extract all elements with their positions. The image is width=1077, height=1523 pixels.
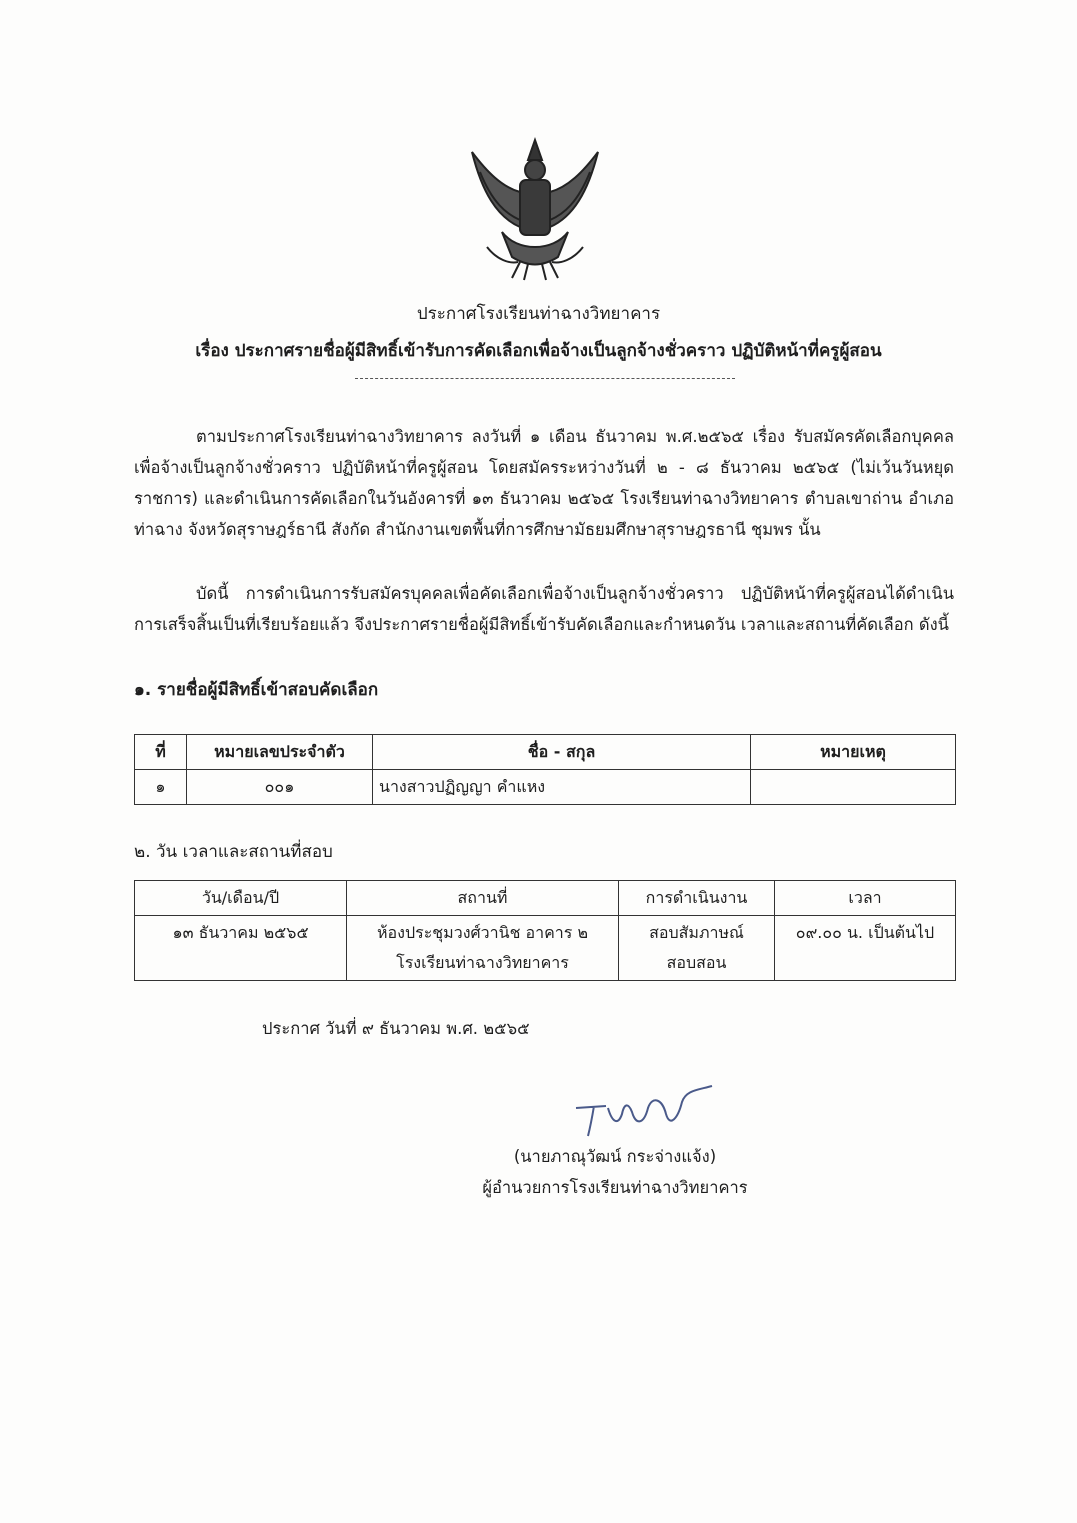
col-header-time: เวลา — [775, 881, 956, 916]
cell-no: ๑ — [135, 770, 187, 805]
cell-place — [347, 916, 619, 981]
cell-time: ๐๙.๐๐ น. เป็นต้นไป — [775, 916, 956, 981]
candidate-table — [134, 734, 956, 805]
announcement-subject: เรื่อง ประกาศรายชื่อผู้มีสิทธิ์เข้ารับการคัดเลือกเพื่อจ้างเป็นลูกจ้างชั่วคราว ปฏิบัติหน้าที่ครูผู้สอน — [195, 341, 882, 361]
signer-position: ผู้อำนวยการโรงเรียนท่าฉางวิทยาคาร — [482, 1178, 748, 1197]
cell-id: ๐๐๑ — [187, 770, 373, 805]
garuda-emblem-icon — [462, 132, 608, 282]
col-header-date: วัน/เดือน/ปี — [135, 881, 347, 916]
col-header-place: สถานที่ — [347, 881, 619, 916]
divider — [355, 378, 735, 379]
table-header-row — [135, 881, 956, 916]
paragraph-intro — [134, 421, 954, 545]
col-header-note: หมายเหตุ — [751, 735, 956, 770]
handwritten-signature-icon — [566, 1078, 716, 1138]
announcement-title: ประกาศโรงเรียนท่าฉางวิทยาคาร — [416, 304, 661, 324]
cell-note — [751, 770, 956, 805]
task-line1: สอบสัมภาษณ์ — [649, 923, 744, 942]
paragraph-intro-text: ตามประกาศโรงเรียนท่าฉางวิทยาคาร ลงวันที่ ๑ เดือน ธันวาคม พ.ศ.๒๕๖๕ เรื่อง รับสมัครคัดเลือกบุคคลเพื่อจ้างเป็นลูกจ้างชั่วคราว ปฏิบัติหน้าที่ครูผู้สอน โดยสมัครระหว่างวันที่ ๒ - ๘ ธันวาคม ๒๕๖๕ (ไม่เว้นวันหยุดราชการ) และดำเนินการคัดเลือกในวันอังคารที่ ๑๓ ธันวาคม ๒๕๖๕ โรงเรียนท่าฉางวิทยาคาร ตำบลเขาถ่าน อำเภอท่าฉาง จังหวัดสุราษฎร์ธานี สังกัด สำนักงานเขตพื้นที่การศึกษามัธยมศึกษาสุราษฎรธานี ชุมพร นั้น — [134, 427, 954, 539]
schedule-table — [134, 880, 956, 981]
place-line1: ห้องประชุมวงศ์วานิช อาคาร ๒ — [376, 923, 589, 942]
table-header-row — [135, 735, 956, 770]
section2-heading: ๒. วัน เวลาและสถานที่สอบ — [134, 842, 333, 862]
cell-date: ๑๓ ธันวาคม ๒๕๖๕ — [135, 916, 347, 981]
col-header-id: หมายเลขประจำตัว — [187, 735, 373, 770]
paragraph-announce — [134, 578, 954, 640]
col-header-no: ที่ — [135, 735, 187, 770]
cell-task — [619, 916, 775, 981]
col-header-task: การดำเนินงาน — [619, 881, 775, 916]
col-header-name: ชื่อ - สกุล — [373, 735, 751, 770]
task-line2: สอบสอน — [666, 953, 727, 972]
signer-name: (นายภาณุวัฒน์ กระจ่างแจ้ง) — [513, 1147, 717, 1166]
place-line2: โรงเรียนท่าฉางวิทยาคาร — [396, 953, 569, 972]
table-row — [135, 770, 956, 805]
section1-heading: ๑. รายชื่อผู้มีสิทธิ์เข้าสอบคัดเลือก — [134, 680, 379, 700]
announce-date: ประกาศ วันที่ ๙ ธันวาคม พ.ศ. ๒๕๖๕ — [262, 1019, 530, 1038]
table-row — [135, 916, 956, 981]
paragraph-announce-text: บัดนี้ การดำเนินการรับสมัครบุคคลเพื่อคัดเลือกเพื่อจ้างเป็นลูกจ้างชั่วคราว ปฏิบัติหน้าที่ครูผู้สอนได้ดำเนินการเสร็จสิ้นเป็นที่เรียบร้อยแล้ว จึงประกาศรายชื่อผู้มีสิทธิ์เข้ารับคัดเลือกและกำหนดวัน เวลาและสถานที่คัดเลือก ดังนี้ — [134, 584, 954, 634]
cell-name: นางสาวปฏิญญา คำแหง — [373, 770, 751, 805]
